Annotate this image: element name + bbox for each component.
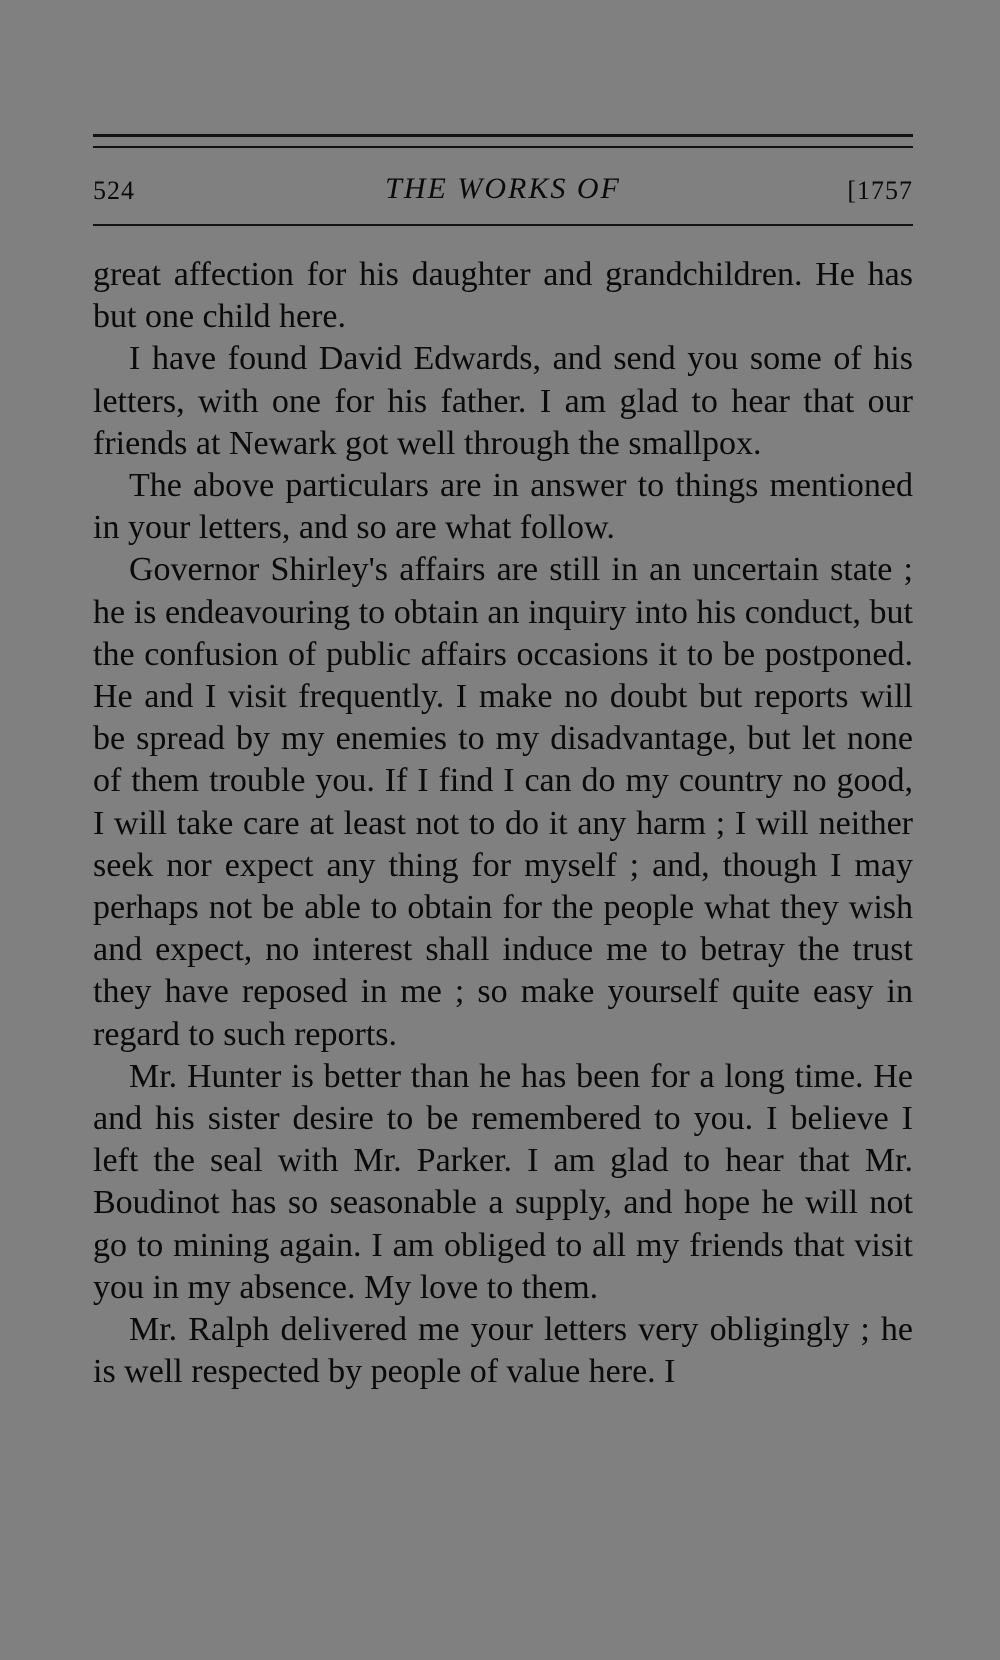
paragraph: Mr. Ralph delivered me your letters very obligingly ; he is well respected by people of value here. I: [93, 1311, 913, 1391]
body-text: [93, 254, 913, 1393]
header-rule: [93, 224, 913, 226]
page-number: 524: [93, 176, 135, 205]
running-year: [1757: [847, 176, 913, 205]
book-page: [93, 0, 913, 1660]
running-title: THE WORKS OF: [385, 172, 621, 205]
paragraph: great affection for his daughter and grandchildren. He has but one child here.: [93, 256, 913, 336]
top-rule-thin: [93, 146, 913, 148]
paragraph: Mr. Hunter is better than he has been for a long time. He and his sister desire to be remembered to you. I believe I left the seal with Mr. Parker. I am glad to hear that Mr. Boudinot has so seasonable a supply, and hope he will not go to mining again. I am obliged to all my friends that visit you in my absence. My love to them.: [93, 1057, 913, 1306]
paragraph: I have found David Edwards, and send you some of his letters, with one for his father. I am glad to hear that our friends at Newark got well through the smallpox.: [93, 340, 913, 462]
paragraph: Governor Shirley's affairs are still in an uncertain state ; he is endeavouring to obtain an inquiry into his conduct, but the confusion of public affairs occasions it to be postponed. He and I visit frequently. I make no doubt but reports will be spread by my enemies to my disadvantage, but let none of them trouble you. If I find I can do my country no good, I will take care at least not to do it any harm ; I will neither seek nor expect any thing for myself ; and, though I may perhaps not be able to obtain for the people what they wish and expect, no interest shall induce me to betray the trust they have reposed in me ; so make yourself quite easy in regard to such reports.: [93, 551, 913, 1053]
running-head: [93, 172, 913, 212]
paragraph: The above particulars are in answer to things mentioned in your letters, and so are what follow.: [93, 467, 913, 547]
top-rule: [93, 134, 913, 137]
